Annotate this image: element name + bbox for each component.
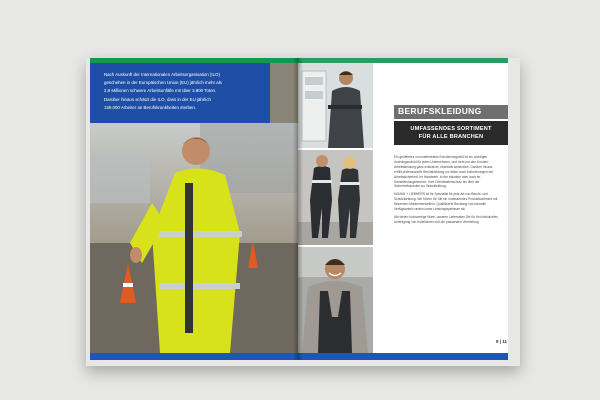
title-bar bbox=[394, 105, 508, 119]
spine-gutter bbox=[293, 58, 303, 360]
blue-bottom-stripe bbox=[298, 353, 508, 360]
page-number: 9 | 11 bbox=[496, 339, 508, 344]
page-title: BERUFSKLEIDUNG bbox=[398, 106, 482, 116]
photo-workshop-worker bbox=[298, 63, 373, 148]
right-page bbox=[298, 58, 508, 360]
intro-line: 2,8 Millionen schwere Arbeitsunfälle mit über 3.800 Toten. bbox=[104, 88, 217, 94]
body-text bbox=[394, 155, 498, 228]
body-paragraph: KAMAN + LIEBHERR ist Ihr Spezialist für jede Art von Berufs- und Schutzkleidung. Wir führen für Sie ein umfassendes Produktsortiment mit führenden Markenherstellern. Qualifizierte Beratung und schnelle Verfügbarkeit runden unser Leistungsspektrum ab. bbox=[394, 192, 498, 212]
intro-line: Darüber hinaus schätzt die ILO, dass in der EU jährlich bbox=[104, 96, 211, 102]
intro-line: 159.000 Arbeiter an Berufskrankheiten sterben. bbox=[104, 104, 197, 110]
blue-bottom-stripe bbox=[90, 353, 298, 360]
intro-line: Nach Auskunft der Internationalen Arbeitsorganisation (ILO) bbox=[104, 72, 220, 77]
photo-worker-overalls bbox=[298, 247, 373, 353]
body-paragraph: Ein geöffnetes und wetterfestes Erscheinungsbild ist ein wichtiges Aushängeschild für jedes Unternehmen, und nicht nur den Kunden: Arbeitskleidung ganz exklusiver, ebenfalls wesentlich. Darüber hinaus erfüllt professionelle Berufskleidung vor allem auch Anforderungen der Arbeitssicherheit. Im Handwerk, in der Industrie oder auch im Dienstleistungsbereich: Vom Chemikalienschutz bis über die Sicherheitsschuhe zur Warnkleidung. bbox=[394, 155, 494, 189]
body-paragraph: Wir bieten hochwertige Ware, unseren Lieferanten Sie für Ihr individuelles Anfertigung von Kollektionen mit der passenden Veredelung. bbox=[394, 214, 498, 224]
photo-hi-vis-worker bbox=[90, 123, 298, 353]
intro-text-box bbox=[90, 63, 270, 123]
text-column bbox=[378, 63, 508, 353]
left-page bbox=[90, 58, 298, 360]
photo-two-women-workwear bbox=[298, 150, 373, 245]
intro-line: geschehen in der Europäischen Union (EU) jährlich mehr als bbox=[104, 80, 222, 86]
subtitle-line: FÜR ALLE BRANCHEN bbox=[418, 134, 484, 140]
subtitle-line: UMFASSENDES SORTIMENT bbox=[410, 126, 492, 132]
brochure-spread bbox=[90, 58, 508, 360]
subtitle-bar bbox=[394, 121, 508, 145]
